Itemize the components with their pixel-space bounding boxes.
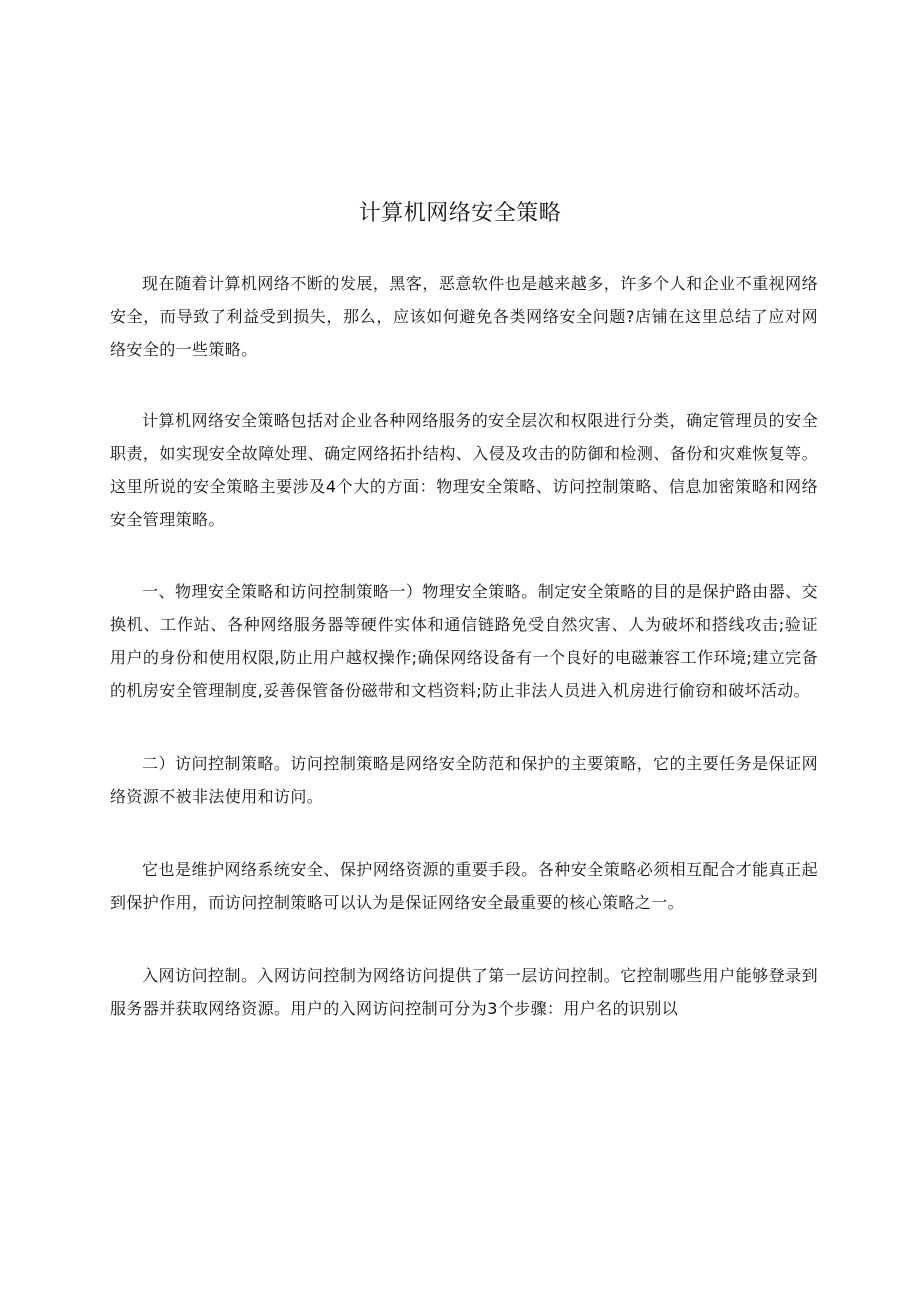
- paragraph-network-entry-control: 入网访问控制。入网访问控制为网络访问提供了第一层访问控制。它控制哪些用户能够登录到服务器并获取网络资源。用户的入网访问控制可分为3个步骤：用户名的识别以: [110, 966, 818, 1018]
- paragraph-intro: 现在随着计算机网络不断的发展，黑客，恶意软件也是越来越多，许多个人和企业不重视网络安全，而导致了利益受到损失，那么，应该如何避免各类网络安全问题?店铺在这里总结了应对网络安全的一些策略。: [110, 274, 818, 359]
- paragraph-access-control: 二）访问控制策略。访问控制策略是网络安全防范和保护的主要策略，它的主要任务是保证网络资源不被非法使用和访问。: [110, 754, 818, 806]
- document-body: [110, 267, 818, 1065]
- paragraph-physical-security: 一、物理安全策略和访问控制策略一）物理安全策略。制定安全策略的目的是保护路由器、交换机、工作站、各种网络服务器等硬件实体和通信链路免受自然灾害、人为破坏和搭线攻击;验证用户的身份和使用权限,防止用户越权操作;确保网络设备有一个良好的电磁兼容工作环境;建立完备的机房安全管理制度,妥善保管备份磁带和文档资料;防止非法人员进入机房进行偷窃和破坏活动。: [110, 582, 818, 700]
- paragraph-access-control-importance: 它也是维护网络系统安全、保护网络资源的重要手段。各种安全策略必须相互配合才能真正起到保护作用，而访问控制策略可以认为是保证网络安全最重要的核心策略之一。: [110, 860, 818, 912]
- paragraph-strategy-overview: 计算机网络安全策略包括对企业各种网络服务的安全层次和权限进行分类，确定管理员的安全职责，如实现安全故障处理、确定网络拓扑结构、入侵及攻击的防御和检测、备份和灾难恢复等。这里所说的安全策略主要涉及4个大的方面：物理安全策略、访问控制策略、信息加密策略和网络安全管理策略。: [110, 411, 818, 529]
- document-title: 计算机网络安全策略: [358, 201, 562, 226]
